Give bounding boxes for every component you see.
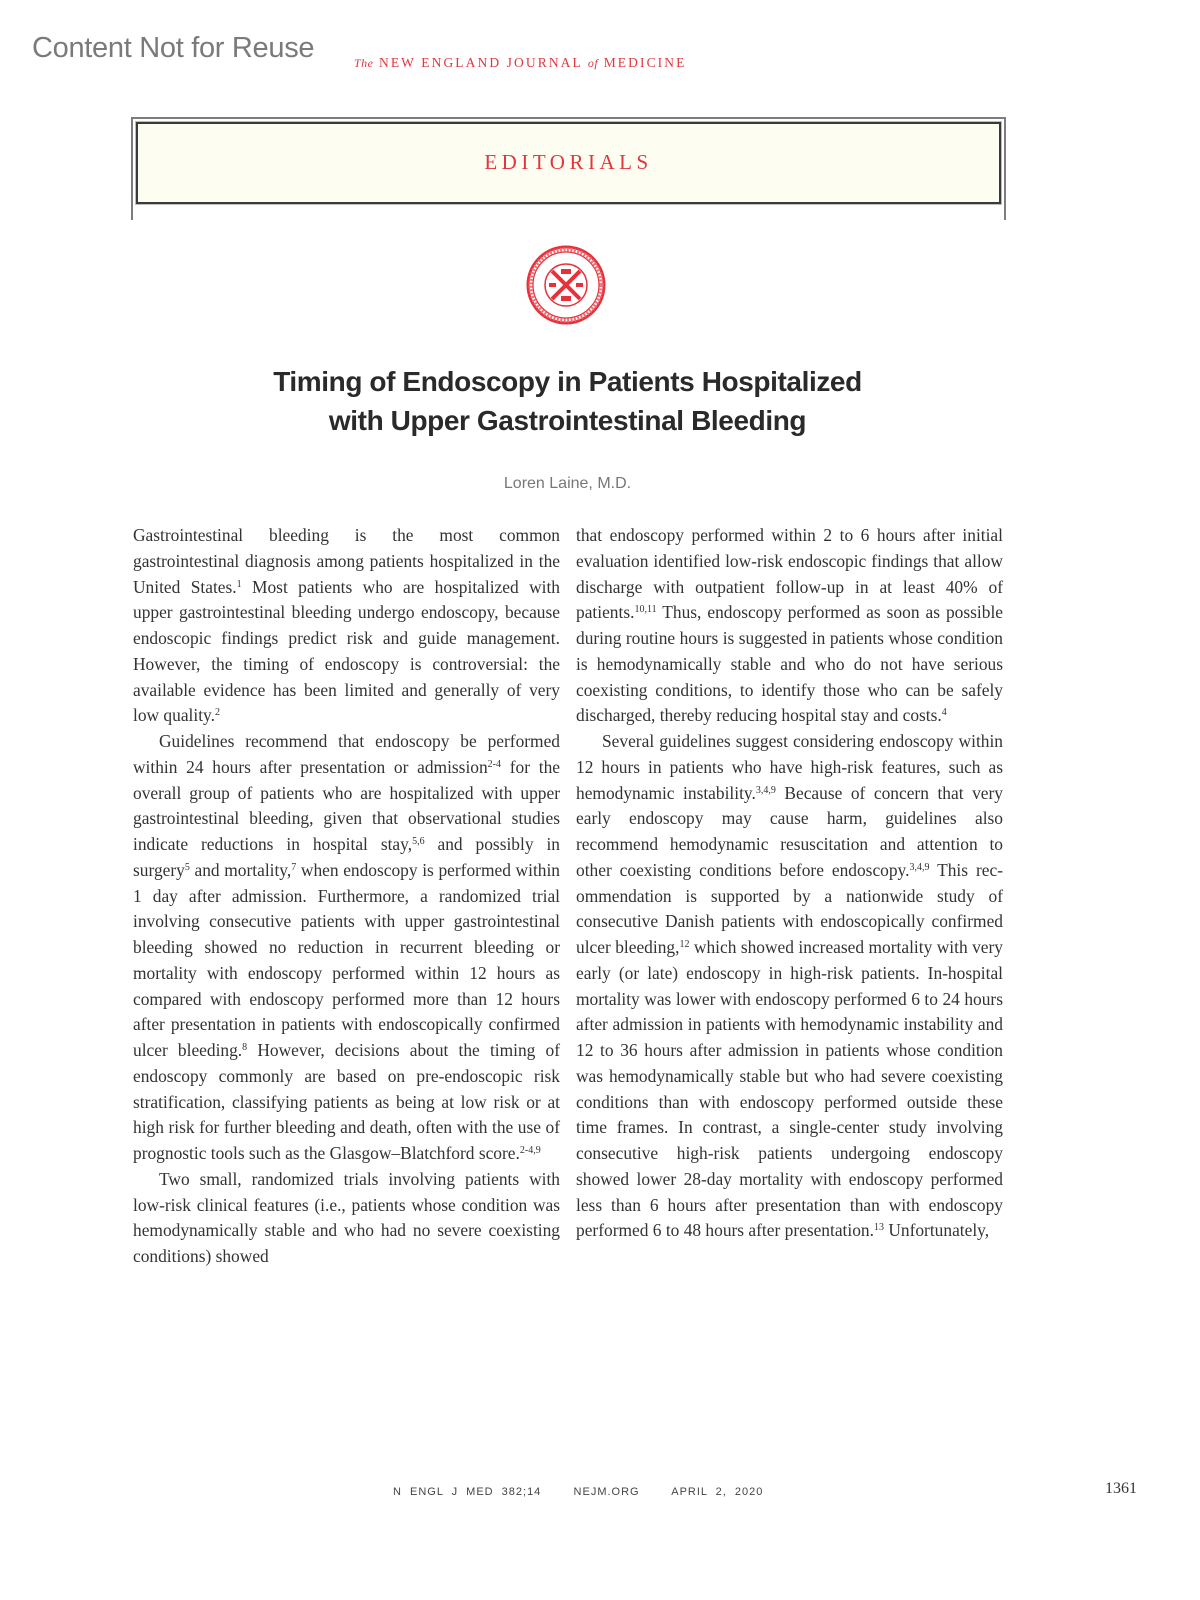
citation-ref[interactable]: 3,4,9	[909, 861, 930, 873]
journal-of: of	[587, 56, 599, 70]
body-column-right	[576, 523, 1003, 1244]
citation-ref[interactable]: 4	[941, 707, 947, 719]
journal-name-part2: MEDICINE	[603, 55, 687, 70]
footer-citation: N ENGL J MED 382;14	[393, 1486, 542, 1498]
paragraph: Gastrointestinal bleeding is the most common gastrointestinal diagnosis among patients hospitalized in the United States.$^1$ Most patients who are hospitalized with upper gastrointestinal bleeding undergo endoscopy, because endoscopic findings predict risk and guide management. However, the timing of endoscopy is controversial: the available evidence has been limited and generally of very low quality.$^2$	[133, 525, 560, 726]
citation-ref[interactable]: 1	[236, 578, 242, 590]
body-column-left	[133, 523, 560, 1270]
citation-ref[interactable]: 12	[679, 939, 690, 950]
citation-ref[interactable]: 5	[184, 861, 190, 873]
article-author: Loren Laine, M.D.	[503, 475, 632, 492]
paragraph: Two small, randomized trials involving patients with low-risk clinical features (i.e., patients whose condition was hemodynamically stable and who had no severe coexisting conditions) showed	[133, 1168, 560, 1266]
journal-prefix: The	[354, 56, 374, 70]
citation-ref[interactable]: 13	[873, 1222, 884, 1234]
paragraph: Guidelines recommend that endoscopy be performed within 24 hours after presentation or admission$^{2-4}$ for the overall group of patients who are hospitalized with upper gastrointestinal bleeding, given that observational studies indicate reductions in hospital stay,$^{5,6}$ and possibly in surgery$^5$ and mortality,$^7$ when endoscopy is performed within 1 day after admission. Furthermore, a randomized trial involving consecutive patients with upper gastrointestinal bleeding showed no reduction in recurrent bleeding or mortality with endoscopy performed within 12 hours as compared with endoscopy performed more than 12 hours after presentation in patients with endoscopically confirmed ulcer bleeding.$^8$ However, decisions about the timing of endoscopy commonly are based on pre-endoscopic risk stratification, classifying patients as being at low risk or at high risk for further bleeding and death, often with the use of prognostic tools such as the Glasgow–Blatchford score.$^{2-4,9}$	[133, 731, 560, 1163]
footer-site: NEJM.ORG	[573, 1486, 640, 1498]
citation-ref[interactable]: 2-4	[487, 758, 502, 770]
watermark-text: Content Not for Reuse	[32, 32, 315, 64]
citation-ref[interactable]: 5,6	[412, 836, 425, 847]
paragraph: that endoscopy performed within 2 to 6 hours after initial evaluation identified low-risk endoscopic findings that allow discharge with outpatient follow-up in at least 40% of patients.$^{10,11}$ Thus, endoscopy performed as soon as possible during routine hours is suggested in patients whose condition is hemodynamically stable and who do not have serious coexisting conditions, to identify those who can be safely discharged, thereby reducing hospital stay and costs.$^4$	[576, 525, 1003, 726]
section-label: EDITORIALS	[484, 150, 653, 174]
paragraph: Several guidelines suggest considering endoscopy within 12 hours in patients who have high-risk features, such as hemodynamic instability.$^{3,4,9}$ Because of concern that very early endoscopy may cause harm, guidelines also recommend hemodynamic resuscitation and attention to other coexisting conditions before endoscopy.$^{3,4,9}$ This recommendation is supported by a nationwide study of consecutive Danish patients with endoscopically confirmed ulcer bleeding,$^{12}$ which showed increased mortality with very early (or late) endoscopy in high-risk patients. In-hospital mortality was lower with endoscopy performed 6 to 24 hours after admission in patients with hemodynamic instability and 12 to 36 hours after admission in patients whose condition was hemodynamically stable but who had severe coexisting conditions than with endoscopy performed outside these time frames. In contrast, a single-center study involving consecutive high-risk patients undergoing endoscopy showed lower 28-day mortality with endoscopy performed less than 6 hours after presentation than with endoscopy performed 6 to 48 hours after presentation.$^{13}$ Unfortunately,	[576, 731, 1003, 1241]
citation-ref[interactable]: 3,4,9	[755, 784, 776, 796]
article-title-line2: with Upper Gastrointestinal Bleeding	[328, 405, 807, 436]
journal-masthead	[354, 55, 686, 71]
society-seal-icon	[525, 244, 607, 326]
citation-ref[interactable]: 8	[242, 1042, 248, 1053]
journal-name-part1: NEW ENGLAND JOURNAL	[378, 55, 583, 70]
citation-ref[interactable]: 2-4,9	[519, 1145, 541, 1156]
page-number: 1361	[1105, 1480, 1137, 1497]
article-title	[150, 362, 985, 440]
citation-ref[interactable]: 7	[291, 861, 297, 873]
article-title-line1: Timing of Endoscopy in Patients Hospitalized	[273, 366, 862, 397]
page-footer	[393, 1486, 763, 1498]
section-banner	[136, 122, 1001, 204]
citation-ref[interactable]: 10,11	[634, 604, 657, 616]
footer-date: APRIL 2, 2020	[671, 1486, 764, 1498]
citation-ref[interactable]: 2	[214, 707, 220, 719]
